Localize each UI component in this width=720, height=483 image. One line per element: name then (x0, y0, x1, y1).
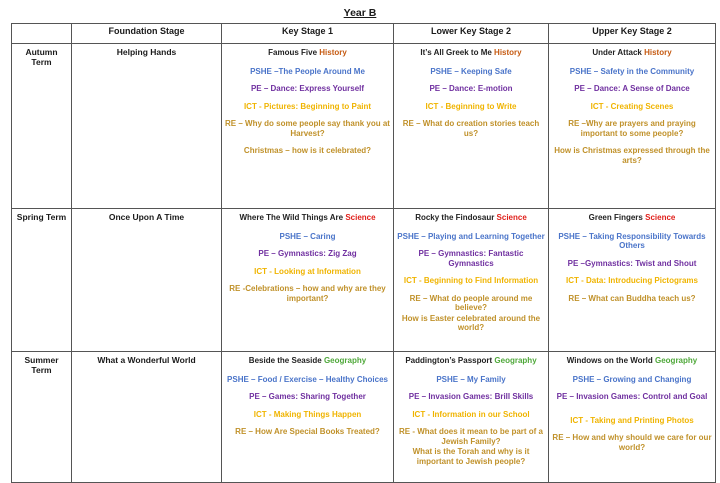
re-item: What is the Torah and why is it important to Jewish people? (412, 447, 530, 466)
re-item: How is Easter celebrated around the world? (401, 313, 541, 332)
re-item: Christmas – how is it celebrated? (243, 146, 372, 155)
subject-tag: Science (645, 213, 676, 222)
header-cell-empty (12, 24, 72, 44)
term-label: Spring Term (12, 209, 72, 352)
re-item: RE – Why do some people say thank you at Harvest? (225, 119, 390, 138)
pe-item: PE – Games: Sharing Together (249, 392, 366, 401)
pshe-item: PSHE – Food / Exercise – Healthy Choices (227, 374, 388, 384)
term-label: Summer Term (12, 352, 72, 483)
uks2-cell (549, 209, 716, 352)
ict-item: ICT - Information in our School (412, 409, 530, 419)
term-row-summer (12, 352, 716, 483)
topic-title: Famous Five History (268, 48, 347, 57)
uks2-cell (549, 44, 716, 209)
header-lower-key-stage-2: Lower Key Stage 2 (394, 24, 549, 44)
topic-title: Where The Wild Things Are Science (239, 213, 376, 222)
subject-tag: History (319, 48, 347, 57)
pe-item: PE – Gymnastics: Fantastic Gymnastics (418, 249, 524, 268)
uks2-cell (549, 352, 716, 483)
term-row-spring (12, 209, 716, 352)
topic-title: Green Fingers Science (588, 213, 676, 222)
pe-item: PE –Gymnastics: Twist and Shout (567, 258, 697, 268)
topic-title: Paddington’s Passport Geography (405, 356, 537, 365)
ict-item: ICT - Data: Introducing Pictograms (565, 276, 698, 285)
lks2-cell (394, 209, 549, 352)
pshe-item: PSHE – Taking Responsibility Towards Others (558, 231, 706, 250)
subject-tag: Geography (494, 356, 537, 365)
subject-tag: Science (496, 213, 527, 222)
subject-tag: History (644, 48, 672, 57)
topic-title: Beside the Seaside Geography (248, 356, 367, 365)
header-foundation-stage: Foundation Stage (72, 24, 222, 44)
pshe-item: PSHE – Playing and Learning Together (397, 231, 545, 241)
subject-tag: Science (345, 213, 376, 222)
ict-item: ICT - Taking and Printing Photos (570, 415, 694, 425)
subject-tag: History (494, 48, 522, 57)
re-item: RE – What can Buddha teach us? (568, 293, 696, 303)
term-label: Autumn Term (12, 44, 72, 209)
ict-item: ICT - Beginning to Write (425, 101, 517, 111)
re-item: RE - What does it mean to be part of a Jewish Family? (398, 427, 543, 446)
document-title: Year B (343, 7, 377, 19)
topic-title: It’s All Greek to Me History (420, 48, 522, 57)
pshe-item: PSHE –The People Around Me (250, 66, 365, 76)
pe-item: PE – Gymnastics: Zig Zag (258, 249, 357, 258)
pe-item: PE – Invasion Games: Brill Skills (408, 392, 534, 401)
curriculum-table (11, 23, 716, 483)
re-item: RE –Why are prayers and praying important to some people? (568, 119, 696, 138)
header-key-stage-1: Key Stage 1 (222, 24, 394, 44)
pe-item: PE – Dance: E-motion (429, 84, 513, 93)
term-row-autumn (12, 44, 716, 209)
re-item: RE -Celebrations – how and why are they important? (229, 284, 386, 303)
foundation-topic: What a Wonderful World (72, 352, 222, 483)
topic-title: Rocky the Findosaur Science (415, 213, 527, 222)
subject-tag: Geography (655, 356, 698, 365)
topic-title: Windows on the World Geography (566, 356, 698, 365)
pshe-item: PSHE – Caring (279, 231, 336, 241)
foundation-topic: Helping Hands (72, 44, 222, 209)
re-item: RE – How and why should we care for our world? (552, 433, 712, 452)
ks1-cell (222, 44, 394, 209)
pshe-item: PSHE – Keeping Safe (430, 66, 512, 76)
pe-item: PE – Dance: Express Yourself (250, 84, 365, 93)
ict-item: ICT - Looking at Information (254, 266, 361, 276)
ks1-cell (222, 209, 394, 352)
header-row (12, 24, 716, 44)
re-item: RE – What do people around me believe? (409, 293, 533, 312)
re-item: How is Christmas expressed through the arts? (554, 146, 710, 165)
ks1-cell (222, 352, 394, 483)
pshe-item: PSHE – Growing and Changing (572, 374, 692, 384)
pe-item: PE – Dance: A Sense of Dance (574, 84, 690, 93)
ict-item: ICT - Creating Scenes (590, 101, 674, 111)
re-item: RE – How Are Special Books Treated? (235, 427, 380, 436)
foundation-topic: Once Upon A Time (72, 209, 222, 352)
lks2-cell (394, 44, 549, 209)
header-upper-key-stage-2: Upper Key Stage 2 (549, 24, 716, 44)
topic-title: Under Attack History (592, 48, 672, 57)
pshe-item: PSHE – Safety in the Community (569, 66, 695, 76)
lks2-cell (394, 352, 549, 483)
ict-item: ICT - Beginning to Find Information (403, 276, 539, 285)
ict-item: ICT - Making Things Happen (253, 409, 362, 419)
re-item: RE – What do creation stories teach us? (402, 119, 540, 138)
ict-item: ICT - Pictures: Beginning to Paint (243, 101, 372, 111)
pe-item: PE – Invasion Games: Control and Goal (556, 392, 708, 401)
pshe-item: PSHE – My Family (436, 374, 506, 384)
subject-tag: Geography (323, 356, 367, 365)
